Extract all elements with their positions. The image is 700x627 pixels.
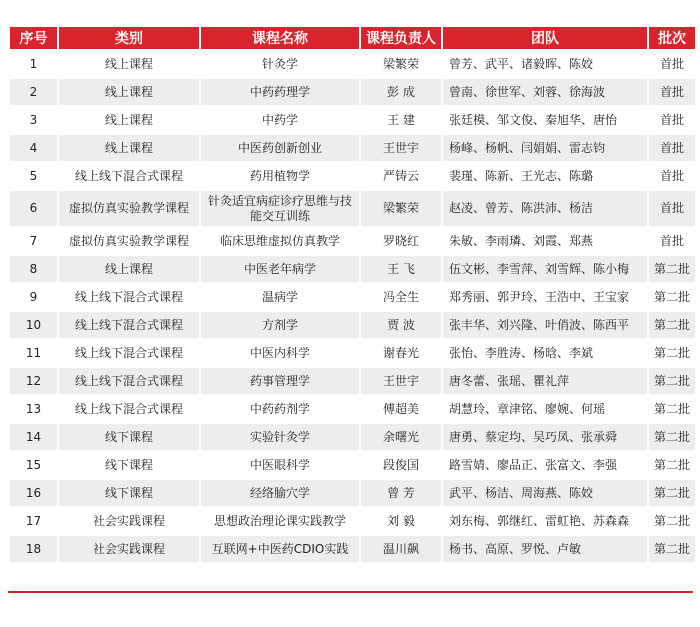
cell-batch: 首批 [649, 163, 695, 189]
table-row [10, 107, 695, 133]
cell-course-name: 思想政治理论课实践教学 [201, 508, 359, 534]
cell-batch: 第二批 [649, 312, 695, 338]
cell-team: 郑秀丽、郭尹玲、王浩中、王宝家 [443, 284, 647, 310]
cell-course-lead: 谢春光 [361, 340, 441, 366]
cell-course-name: 临床思维虚拟仿真教学 [201, 228, 359, 254]
cell-category: 线上课程 [59, 79, 199, 105]
cell-course-lead: 温川飙 [361, 536, 441, 562]
bottom-rule [8, 591, 693, 593]
cell-batch: 第二批 [649, 368, 695, 394]
cell-index: 7 [10, 228, 57, 254]
table-row [10, 284, 695, 310]
header-team: 团队 [443, 27, 647, 49]
cell-category: 虚拟仿真实验教学课程 [59, 191, 199, 226]
table-row [10, 480, 695, 506]
cell-course-name: 中药学 [201, 107, 359, 133]
cell-course-lead: 段俊国 [361, 452, 441, 478]
table-row [10, 340, 695, 366]
cell-course-name: 中医老年病学 [201, 256, 359, 282]
cell-category: 线下课程 [59, 480, 199, 506]
cell-batch: 首批 [649, 79, 695, 105]
cell-course-lead: 贾 波 [361, 312, 441, 338]
cell-batch: 首批 [649, 191, 695, 226]
table-header-row [10, 27, 695, 49]
cell-course-lead: 王 飞 [361, 256, 441, 282]
table-row [10, 163, 695, 189]
cell-category: 线上线下混合式课程 [59, 396, 199, 422]
table-row [10, 256, 695, 282]
cell-course-lead: 王 建 [361, 107, 441, 133]
cell-batch: 第二批 [649, 424, 695, 450]
cell-category: 线上课程 [59, 107, 199, 133]
cell-index: 9 [10, 284, 57, 310]
cell-course-name: 温病学 [201, 284, 359, 310]
cell-category: 线上线下混合式课程 [59, 340, 199, 366]
table-row [10, 51, 695, 77]
cell-course-name: 实验针灸学 [201, 424, 359, 450]
cell-index: 1 [10, 51, 57, 77]
cell-index: 2 [10, 79, 57, 105]
cell-index: 12 [10, 368, 57, 394]
cell-course-name: 互联网+中医药CDIO实践 [201, 536, 359, 562]
header-course-lead: 课程负责人 [361, 27, 441, 49]
cell-index: 14 [10, 424, 57, 450]
table-row [10, 368, 695, 394]
cell-course-lead: 冯全生 [361, 284, 441, 310]
cell-batch: 首批 [649, 107, 695, 133]
header-index: 序号 [10, 27, 57, 49]
cell-team: 路雪婧、廖品正、张富文、李强 [443, 452, 647, 478]
cell-batch: 第二批 [649, 340, 695, 366]
cell-team: 唐冬蕾、张瑶、瞿礼萍 [443, 368, 647, 394]
table-row [10, 536, 695, 562]
cell-batch: 第二批 [649, 284, 695, 310]
cell-team: 唐勇、蔡定均、吴巧凤、张承舜 [443, 424, 647, 450]
cell-index: 16 [10, 480, 57, 506]
course-table [8, 25, 697, 564]
cell-course-name: 药用植物学 [201, 163, 359, 189]
cell-course-name: 中医药创新创业 [201, 135, 359, 161]
cell-course-lead: 梁繁荣 [361, 51, 441, 77]
cell-index: 3 [10, 107, 57, 133]
cell-index: 11 [10, 340, 57, 366]
cell-category: 线上线下混合式课程 [59, 284, 199, 310]
cell-index: 6 [10, 191, 57, 226]
header-course-name: 课程名称 [201, 27, 359, 49]
cell-course-lead: 王世宇 [361, 135, 441, 161]
table-row [10, 312, 695, 338]
cell-team: 张廷模、邹文俊、秦旭华、唐怡 [443, 107, 647, 133]
cell-category: 线上线下混合式课程 [59, 312, 199, 338]
cell-category: 线下课程 [59, 452, 199, 478]
cell-course-name: 针灸学 [201, 51, 359, 77]
cell-index: 15 [10, 452, 57, 478]
cell-team: 张丰华、刘兴隆、叶俏波、陈西平 [443, 312, 647, 338]
cell-course-lead: 严铸云 [361, 163, 441, 189]
table-row [10, 452, 695, 478]
cell-course-name: 中药药理学 [201, 79, 359, 105]
cell-team: 朱敏、李雨璘、刘霞、郑燕 [443, 228, 647, 254]
cell-course-name: 药事管理学 [201, 368, 359, 394]
table-row [10, 424, 695, 450]
cell-index: 13 [10, 396, 57, 422]
cell-index: 10 [10, 312, 57, 338]
cell-team: 胡慧玲、章津铭、廖婉、何瑶 [443, 396, 647, 422]
cell-team: 张怡、李胜涛、杨晗、李斌 [443, 340, 647, 366]
cell-team: 伍文彬、李雪萍、刘雪辉、陈小梅 [443, 256, 647, 282]
cell-category: 线上线下混合式课程 [59, 163, 199, 189]
cell-course-lead: 余曙光 [361, 424, 441, 450]
cell-course-name: 方剂学 [201, 312, 359, 338]
table-row [10, 228, 695, 254]
cell-category: 社会实践课程 [59, 536, 199, 562]
table-body [10, 51, 695, 562]
cell-batch: 第二批 [649, 256, 695, 282]
cell-course-name: 中医眼科学 [201, 452, 359, 478]
cell-course-lead: 罗晓红 [361, 228, 441, 254]
cell-team: 赵凌、曾芳、陈洪沛、杨洁 [443, 191, 647, 226]
cell-team: 杨书、高原、罗悦、卢敏 [443, 536, 647, 562]
cell-course-lead: 王世宇 [361, 368, 441, 394]
cell-category: 线上课程 [59, 135, 199, 161]
cell-batch: 首批 [649, 135, 695, 161]
table-row [10, 135, 695, 161]
cell-index: 4 [10, 135, 57, 161]
cell-batch: 首批 [649, 228, 695, 254]
cell-category: 虚拟仿真实验教学课程 [59, 228, 199, 254]
cell-batch: 第二批 [649, 396, 695, 422]
cell-index: 5 [10, 163, 57, 189]
table-row [10, 191, 695, 226]
cell-course-lead: 曾 芳 [361, 480, 441, 506]
cell-category: 线上课程 [59, 256, 199, 282]
cell-category: 社会实践课程 [59, 508, 199, 534]
cell-course-lead: 彭 成 [361, 79, 441, 105]
cell-team: 裴瑾、陈新、王光志、陈璐 [443, 163, 647, 189]
header-category: 类别 [59, 27, 199, 49]
cell-index: 18 [10, 536, 57, 562]
cell-batch: 第二批 [649, 536, 695, 562]
cell-course-lead: 梁繁荣 [361, 191, 441, 226]
cell-batch: 第二批 [649, 508, 695, 534]
cell-course-name: 中医内科学 [201, 340, 359, 366]
cell-course-lead: 傅超美 [361, 396, 441, 422]
cell-course-name: 经络腧穴学 [201, 480, 359, 506]
cell-course-name: 中药药剂学 [201, 396, 359, 422]
table-row [10, 508, 695, 534]
cell-team: 曾芳、武平、诸毅晖、陈姣 [443, 51, 647, 77]
cell-batch: 第二批 [649, 452, 695, 478]
cell-batch: 第二批 [649, 480, 695, 506]
cell-category: 线上线下混合式课程 [59, 368, 199, 394]
header-batch: 批次 [649, 27, 695, 49]
cell-team: 武平、杨洁、周海燕、陈姣 [443, 480, 647, 506]
cell-team: 杨峰、杨帆、闫娟娟、雷志钧 [443, 135, 647, 161]
table-row [10, 396, 695, 422]
cell-category: 线上课程 [59, 51, 199, 77]
cell-batch: 首批 [649, 51, 695, 77]
cell-team: 曾南、徐世军、刘蓉、徐海波 [443, 79, 647, 105]
cell-course-name: 针灸适宜病症诊疗思维与技能交互训练 [201, 191, 359, 226]
cell-category: 线下课程 [59, 424, 199, 450]
cell-index: 17 [10, 508, 57, 534]
cell-team: 刘东梅、郭继红、雷虹艳、苏森森 [443, 508, 647, 534]
table-row [10, 79, 695, 105]
cell-index: 8 [10, 256, 57, 282]
cell-course-lead: 刘 毅 [361, 508, 441, 534]
